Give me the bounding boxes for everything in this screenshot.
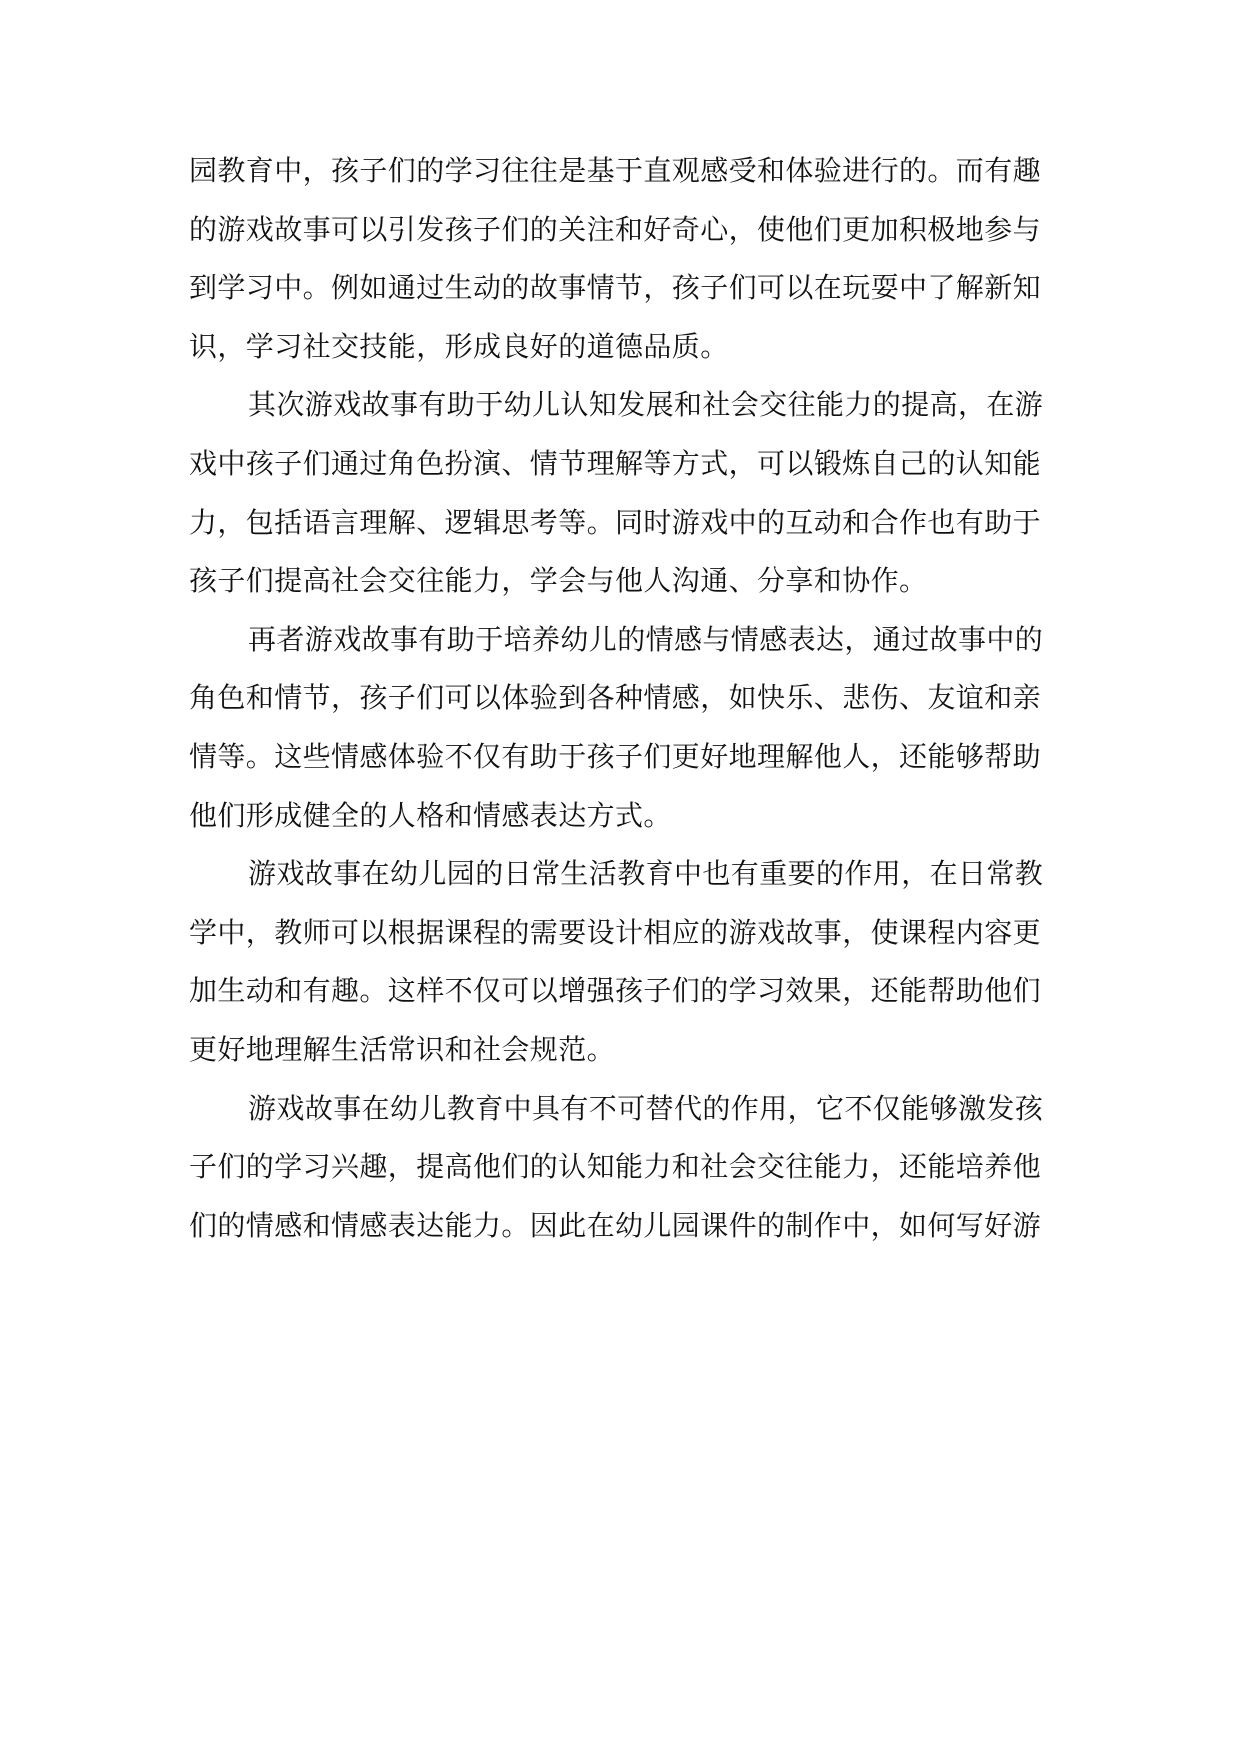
text-line: 学中，教师可以根据课程的需要设计相应的游戏故事，使课程内容更 <box>189 915 1042 949</box>
text-line: 戏中孩子们通过角色扮演、情节理解等方式，可以锻炼自己的认知能 <box>189 446 1042 480</box>
text-line: 其次游戏故事有助于幼儿认知发展和社会交往能力的提高，在游 <box>248 388 1044 422</box>
text-line: 再者游戏故事有助于培养幼儿的情感与情感表达，通过故事中的 <box>248 622 1044 656</box>
text-line: 的游戏故事可以引发孩子们的关注和好奇心，使他们更加积极地参与 <box>189 212 1042 246</box>
text-line: 情等。这些情感体验不仅有助于孩子们更好地理解他人，还能够帮助 <box>189 739 1042 773</box>
text-line: 力，包括语言理解、逻辑思考等。同时游戏中的互动和合作也有助于 <box>189 505 1042 539</box>
text-line: 加生动和有趣。这样不仅可以增强孩子们的学习效果，还能帮助他们 <box>189 974 1042 1008</box>
text-line: 园教育中，孩子们的学习往往是基于直观感受和体验进行的。而有趣 <box>189 154 1042 187</box>
text-line: 子们的学习兴趣，提高他们的认知能力和社会交往能力，还能培养他 <box>189 1150 1042 1184</box>
text-line: 们的情感和情感表达能力。因此在幼儿园课件的制作中，如何写好游 <box>189 1208 1042 1242</box>
text-line: 孩子们提高社会交往能力，学会与他人沟通、分享和协作。 <box>189 564 928 598</box>
text-line: 到学习中。例如通过生动的故事情节，孩子们可以在玩耍中了解新知 <box>189 271 1042 305</box>
text-line: 更好地理解生活常识和社会规范。 <box>189 1032 616 1066</box>
text-line: 游戏故事在幼儿教育中具有不可替代的作用，它不仅能够激发孩 <box>248 1091 1044 1125</box>
body-text <box>189 142 1049 1255</box>
text-line: 识，学习社交技能，形成良好的道德品质。 <box>189 329 729 363</box>
text-line: 角色和情节，孩子们可以体验到各种情感，如快乐、悲伤、友谊和亲 <box>189 681 1042 715</box>
text-line: 他们形成健全的人格和情感表达方式。 <box>189 798 672 832</box>
text-line: 游戏故事在幼儿园的日常生活教育中也有重要的作用，在日常教 <box>248 857 1044 891</box>
